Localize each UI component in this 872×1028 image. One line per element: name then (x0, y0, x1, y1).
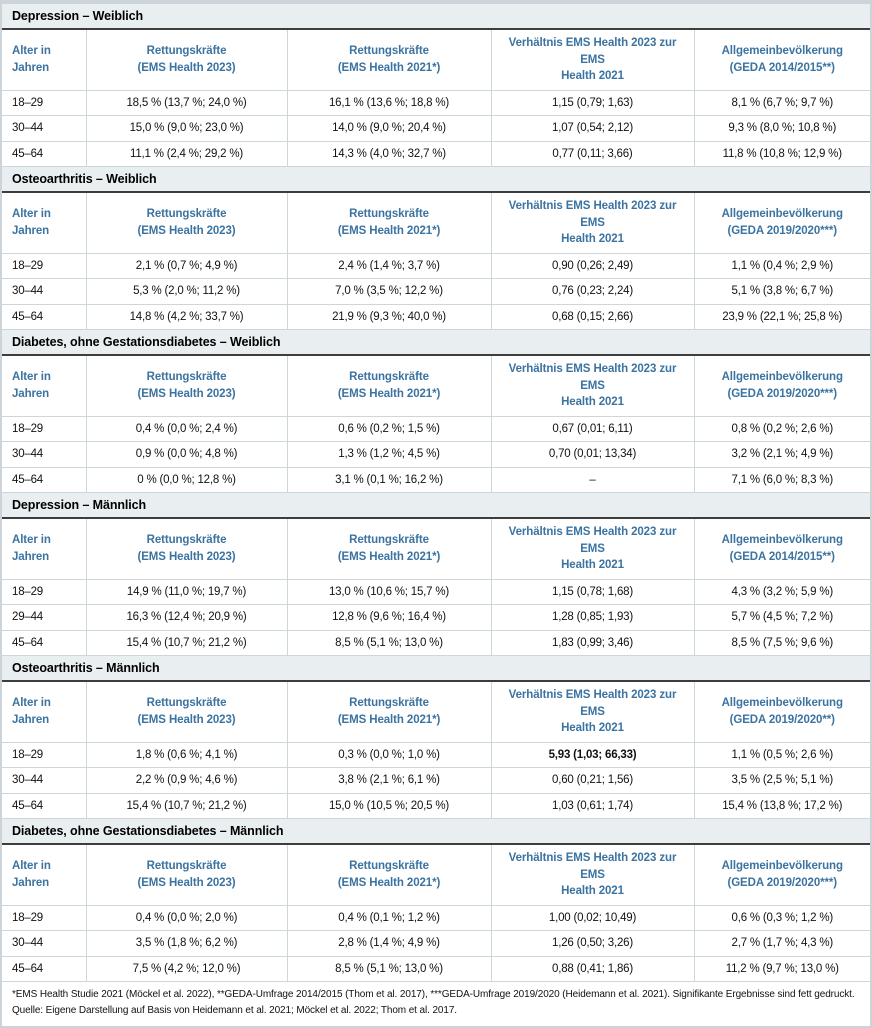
age-cell: 30–44 (2, 116, 86, 141)
header-line: Rettungskräfte (146, 534, 227, 547)
age-cell: 29–44 (2, 605, 86, 630)
table-row (2, 442, 870, 467)
header-line: (GEDA 2014/2015**) (729, 61, 835, 74)
geda-cell: 15,4 % (13,8 %; 17,2 %) (694, 793, 870, 818)
data-table (2, 356, 870, 493)
header-line: Verhältnis EMS Health 2023 zur EMS (508, 525, 677, 555)
disease-section (2, 656, 870, 819)
header-line: Health 2021 (561, 396, 624, 409)
header-line: Allgemeinbevölkerung (721, 208, 843, 221)
ratio-cell: 1,28 (0,85; 1,93) (491, 605, 694, 630)
header-line: Allgemeinbevölkerung (721, 45, 843, 58)
ratio-cell: 0,67 (0,01; 6,11) (491, 416, 694, 441)
ratio-cell: 1,15 (0,78; 1,68) (491, 579, 694, 604)
header-row (2, 682, 870, 743)
ems-2023-cell: 1,8 % (0,6 %; 4,1 %) (86, 742, 287, 767)
table-row (2, 304, 870, 329)
header-line: (GEDA 2019/2020***) (727, 876, 838, 889)
header-line: Allgemeinbevölkerung (721, 534, 843, 547)
table-row (2, 793, 870, 818)
table-row (2, 768, 870, 793)
header-row (2, 845, 870, 906)
section-title: Depression – Männlich (2, 493, 870, 519)
data-table (2, 682, 870, 819)
age-column-header (2, 356, 86, 417)
geda-column-header (694, 356, 870, 417)
ems-2021-column-header (287, 356, 491, 417)
age-cell: 18–29 (2, 416, 86, 441)
header-row (2, 356, 870, 417)
header-line: Rettungskräfte (146, 208, 227, 221)
header-line: Verhältnis EMS Health 2023 zur EMS (508, 362, 677, 392)
ratio-cell: 0,90 (0,26; 2,49) (491, 253, 694, 278)
section-title: Osteoarthritis – Weiblich (2, 167, 870, 193)
ems-2023-cell: 14,9 % (11,0 %; 19,7 %) (86, 579, 287, 604)
ratio-column-header (491, 356, 694, 417)
ratio-cell: – (491, 467, 694, 492)
age-cell: 45–64 (2, 141, 86, 166)
geda-cell: 8,1 % (6,7 %; 9,7 %) (694, 90, 870, 115)
table-sections (2, 4, 870, 982)
ems-2021-column-header (287, 845, 491, 906)
section-title: Depression – Weiblich (2, 4, 870, 30)
age-column-header (2, 193, 86, 254)
header-line: (EMS Health 2023) (137, 224, 236, 237)
ems-2023-cell: 0 % (0,0 %; 12,8 %) (86, 467, 287, 492)
ems-2023-column-header (86, 845, 287, 906)
geda-column-header (694, 682, 870, 743)
ems-2023-cell: 0,4 % (0,0 %; 2,4 %) (86, 416, 287, 441)
ems-2021-cell: 14,3 % (4,0 %; 32,7 %) (287, 141, 491, 166)
header-line: Allgemeinbevölkerung (721, 697, 843, 710)
ems-2021-cell: 21,9 % (9,3 %; 40,0 %) (287, 304, 491, 329)
geda-column-header (694, 519, 870, 580)
age-cell: 30–44 (2, 442, 86, 467)
header-line: Alter in (12, 534, 51, 547)
ems-2023-cell: 2,1 % (0,7 %; 4,9 %) (86, 253, 287, 278)
table-row (2, 605, 870, 630)
ems-2021-cell: 2,4 % (1,4 %; 3,7 %) (287, 253, 491, 278)
ems-2023-cell: 0,4 % (0,0 %; 2,0 %) (86, 905, 287, 930)
geda-cell: 9,3 % (8,0 %; 10,8 %) (694, 116, 870, 141)
geda-cell: 1,1 % (0,5 %; 2,6 %) (694, 742, 870, 767)
ems-2021-cell: 2,8 % (1,4 %; 4,9 %) (287, 931, 491, 956)
ems-2023-cell: 18,5 % (13,7 %; 24,0 %) (86, 90, 287, 115)
ems-2023-cell: 14,8 % (4,2 %; 33,7 %) (86, 304, 287, 329)
section-title: Diabetes, ohne Gestationsdiabetes – Männlich (2, 819, 870, 845)
ems-2023-column-header (86, 682, 287, 743)
header-line: Alter in (12, 45, 51, 58)
ems-2023-cell: 3,5 % (1,8 %; 6,2 %) (86, 931, 287, 956)
header-line: (GEDA 2019/2020***) (727, 224, 838, 237)
header-line: Jahren (12, 387, 50, 400)
ratio-column-header (491, 193, 694, 254)
header-line: (GEDA 2019/2020**) (729, 713, 835, 726)
header-line: Jahren (12, 550, 50, 563)
geda-cell: 0,6 % (0,3 %; 1,2 %) (694, 905, 870, 930)
ems-2021-cell: 8,5 % (5,1 %; 13,0 %) (287, 956, 491, 981)
geda-cell: 8,5 % (7,5 %; 9,6 %) (694, 630, 870, 655)
ems-2023-cell: 15,0 % (9,0 %; 23,0 %) (86, 116, 287, 141)
age-cell: 30–44 (2, 931, 86, 956)
header-line: Rettungskräfte (349, 45, 429, 58)
header-line: Verhältnis EMS Health 2023 zur EMS (508, 36, 677, 66)
ems-2021-cell: 0,4 % (0,1 %; 1,2 %) (287, 905, 491, 930)
ems-2023-column-header (86, 193, 287, 254)
ems-2021-cell: 0,6 % (0,2 %; 1,5 %) (287, 416, 491, 441)
ratio-cell: 1,15 (0,79; 1,63) (491, 90, 694, 115)
age-cell: 30–44 (2, 279, 86, 304)
ems-2021-column-header (287, 682, 491, 743)
header-line: Alter in (12, 860, 51, 873)
ems-2021-column-header (287, 30, 491, 91)
geda-cell: 1,1 % (0,4 %; 2,9 %) (694, 253, 870, 278)
age-column-header (2, 845, 86, 906)
ems-2021-cell: 16,1 % (13,6 %; 18,8 %) (287, 90, 491, 115)
geda-cell: 0,8 % (0,2 %; 2,6 %) (694, 416, 870, 441)
ems-2023-cell: 11,1 % (2,4 %; 29,2 %) (86, 141, 287, 166)
age-cell: 18–29 (2, 905, 86, 930)
age-cell: 18–29 (2, 253, 86, 278)
header-row (2, 193, 870, 254)
header-line: Rettungskräfte (146, 45, 227, 58)
header-line: (EMS Health 2023) (137, 713, 236, 726)
table-row (2, 416, 870, 441)
header-row (2, 519, 870, 580)
data-table (2, 193, 870, 330)
header-line: Jahren (12, 61, 50, 74)
ratio-cell: 1,83 (0,99; 3,46) (491, 630, 694, 655)
table-row (2, 279, 870, 304)
geda-cell: 11,8 % (10,8 %; 12,9 %) (694, 141, 870, 166)
section-title: Diabetes, ohne Gestationsdiabetes – Weiblich (2, 330, 870, 356)
header-line: Rettungskräfte (146, 860, 227, 873)
ratio-column-header (491, 845, 694, 906)
ems-2023-cell: 5,3 % (2,0 %; 11,2 %) (86, 279, 287, 304)
ems-2023-cell: 16,3 % (12,4 %; 20,9 %) (86, 605, 287, 630)
table-row (2, 956, 870, 981)
header-line: Jahren (12, 876, 50, 889)
header-line: Verhältnis EMS Health 2023 zur EMS (508, 199, 677, 229)
header-line: Health 2021 (561, 722, 624, 735)
header-line: Jahren (12, 224, 50, 237)
header-line: Rettungskräfte (146, 371, 227, 384)
geda-cell: 3,5 % (2,5 %; 5,1 %) (694, 768, 870, 793)
ratio-cell: 0,76 (0,23; 2,24) (491, 279, 694, 304)
ems-2021-cell: 8,5 % (5,1 %; 13,0 %) (287, 630, 491, 655)
footnote-line: *EMS Health Studie 2021 (Möckel et al. 2022), **GEDA-Umfrage 2014/2015 (Thom et al. 2017), ***GEDA-Umfrage 2019/2020 (Heidemann et al. 2021). Signifikante Ergebnisse sind fett gedruckt. (12, 989, 855, 1001)
ems-2023-cell: 0,9 % (0,0 %; 4,8 %) (86, 442, 287, 467)
ems-2021-cell: 3,8 % (2,1 %; 6,1 %) (287, 768, 491, 793)
ratio-column-header (491, 30, 694, 91)
geda-column-header (694, 845, 870, 906)
ratio-cell: 1,00 (0,02; 10,49) (491, 905, 694, 930)
table-row (2, 579, 870, 604)
header-line: (GEDA 2014/2015**) (729, 550, 835, 563)
disease-section (2, 167, 870, 330)
data-table (2, 30, 870, 167)
geda-cell: 23,9 % (22,1 %; 25,8 %) (694, 304, 870, 329)
header-line: Allgemeinbevölkerung (721, 371, 843, 384)
age-column-header (2, 682, 86, 743)
section-title: Osteoarthritis – Männlich (2, 656, 870, 682)
table-row (2, 905, 870, 930)
ems-2021-cell: 12,8 % (9,6 %; 16,4 %) (287, 605, 491, 630)
ems-2023-column-header (86, 356, 287, 417)
data-table (2, 519, 870, 656)
table-row (2, 253, 870, 278)
ems-2021-cell: 7,0 % (3,5 %; 12,2 %) (287, 279, 491, 304)
header-line: Health 2021 (561, 559, 624, 572)
header-row (2, 30, 870, 91)
geda-column-header (694, 30, 870, 91)
geda-cell: 2,7 % (1,7 %; 4,3 %) (694, 931, 870, 956)
ems-2021-cell: 1,3 % (1,2 %; 4,5 %) (287, 442, 491, 467)
header-line: Health 2021 (561, 233, 624, 246)
header-line: Rettungskräfte (349, 371, 429, 384)
age-column-header (2, 519, 86, 580)
geda-cell: 7,1 % (6,0 %; 8,3 %) (694, 467, 870, 492)
age-cell: 18–29 (2, 579, 86, 604)
disease-section (2, 4, 870, 167)
source-line: Quelle: Eigene Darstellung auf Basis von Heidemann et al. 2021; Möckel et al. 2022; Thom et al. 2017. (12, 1004, 457, 1016)
ratio-column-header (491, 519, 694, 580)
disease-section (2, 330, 870, 493)
geda-cell: 3,2 % (2,1 %; 4,9 %) (694, 442, 870, 467)
ratio-cell: 0,70 (0,01; 13,34) (491, 442, 694, 467)
header-line: (EMS Health 2021*) (337, 550, 441, 563)
header-line: Jahren (12, 713, 50, 726)
table-row (2, 90, 870, 115)
ems-2021-column-header (287, 193, 491, 254)
ems-2023-cell: 7,5 % (4,2 %; 12,0 %) (86, 956, 287, 981)
header-line: Rettungskräfte (349, 208, 429, 221)
header-line: Rettungskräfte (349, 534, 429, 547)
header-line: (EMS Health 2021*) (337, 713, 441, 726)
header-line: Alter in (12, 208, 51, 221)
header-line: (GEDA 2019/2020***) (727, 387, 838, 400)
ems-2023-cell: 15,4 % (10,7 %; 21,2 %) (86, 630, 287, 655)
geda-cell: 11,2 % (9,7 %; 13,0 %) (694, 956, 870, 981)
geda-cell: 5,7 % (4,5 %; 7,2 %) (694, 605, 870, 630)
ems-2021-cell: 14,0 % (9,0 %; 20,4 %) (287, 116, 491, 141)
table-row (2, 116, 870, 141)
header-line: Verhältnis EMS Health 2023 zur EMS (508, 851, 677, 881)
ratio-cell: 5,93 (1,03; 66,33) (491, 742, 694, 767)
header-line: Rettungskräfte (349, 697, 429, 710)
header-line: (EMS Health 2021*) (337, 61, 441, 74)
ems-2021-column-header (287, 519, 491, 580)
ratio-cell: 0,88 (0,41; 1,86) (491, 956, 694, 981)
header-line: Verhältnis EMS Health 2023 zur EMS (508, 688, 677, 718)
ratio-cell: 0,68 (0,15; 2,66) (491, 304, 694, 329)
ems-2023-cell: 2,2 % (0,9 %; 4,6 %) (86, 768, 287, 793)
header-line: (EMS Health 2023) (137, 61, 236, 74)
data-table (2, 845, 870, 982)
ems-2021-cell: 15,0 % (10,5 %; 20,5 %) (287, 793, 491, 818)
header-line: Alter in (12, 371, 51, 384)
ratio-column-header (491, 682, 694, 743)
geda-cell: 5,1 % (3,8 %; 6,7 %) (694, 279, 870, 304)
header-line: Rettungskräfte (146, 697, 227, 710)
ems-2021-cell: 3,1 % (0,1 %; 16,2 %) (287, 467, 491, 492)
header-line: Alter in (12, 697, 51, 710)
header-line: (EMS Health 2021*) (337, 876, 441, 889)
age-cell: 45–64 (2, 956, 86, 981)
header-line: Rettungskräfte (349, 860, 429, 873)
table-row (2, 630, 870, 655)
age-cell: 45–64 (2, 467, 86, 492)
ratio-cell: 0,77 (0,11; 3,66) (491, 141, 694, 166)
table-footnotes (2, 982, 870, 1026)
ems-2023-cell: 15,4 % (10,7 %; 21,2 %) (86, 793, 287, 818)
ratio-cell: 1,07 (0,54; 2,12) (491, 116, 694, 141)
disease-section (2, 819, 870, 982)
ems-2023-column-header (86, 30, 287, 91)
age-cell: 45–64 (2, 793, 86, 818)
geda-column-header (694, 193, 870, 254)
header-line: Health 2021 (561, 70, 624, 83)
table-row (2, 141, 870, 166)
ems-2023-column-header (86, 519, 287, 580)
header-line: (EMS Health 2021*) (337, 387, 441, 400)
age-cell: 45–64 (2, 630, 86, 655)
ratio-cell: 1,03 (0,61; 1,74) (491, 793, 694, 818)
header-line: (EMS Health 2021*) (337, 224, 441, 237)
age-cell: 18–29 (2, 742, 86, 767)
header-line: Allgemeinbevölkerung (721, 860, 843, 873)
header-line: (EMS Health 2023) (137, 550, 236, 563)
header-line: (EMS Health 2023) (137, 387, 236, 400)
age-cell: 45–64 (2, 304, 86, 329)
disease-section (2, 493, 870, 656)
geda-cell: 4,3 % (3,2 %; 5,9 %) (694, 579, 870, 604)
age-cell: 30–44 (2, 768, 86, 793)
table-row (2, 742, 870, 767)
age-cell: 18–29 (2, 90, 86, 115)
ratio-cell: 0,60 (0,21; 1,56) (491, 768, 694, 793)
table-row (2, 467, 870, 492)
header-line: (EMS Health 2023) (137, 876, 236, 889)
ems-2021-cell: 13,0 % (10,6 %; 15,7 %) (287, 579, 491, 604)
ems-2021-cell: 0,3 % (0,0 %; 1,0 %) (287, 742, 491, 767)
ratio-cell: 1,26 (0,50; 3,26) (491, 931, 694, 956)
age-column-header (2, 30, 86, 91)
header-line: Health 2021 (561, 885, 624, 898)
table-row (2, 931, 870, 956)
